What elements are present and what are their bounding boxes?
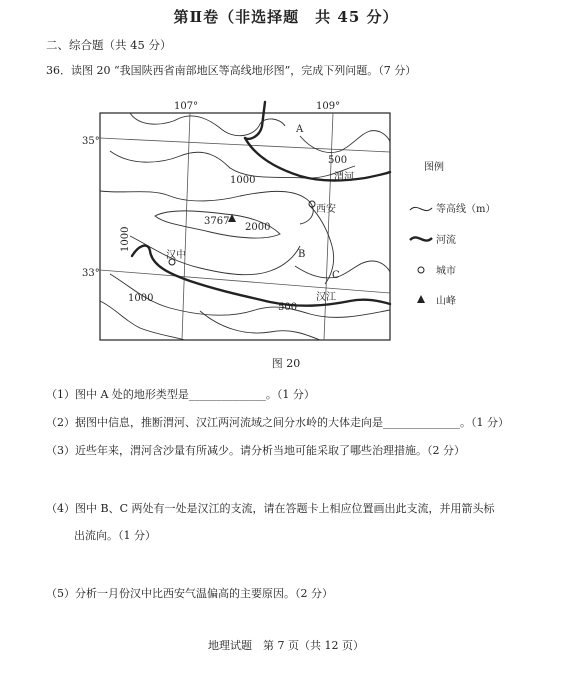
subquestion-2: （2）据图中信息，推断渭河、汉江两河流域之间分水岭的大体走向是______________。（1 分） bbox=[46, 416, 509, 429]
legend-city-label: 城市 bbox=[436, 266, 456, 277]
contour-value-500-north: 500 bbox=[328, 155, 348, 166]
contour-line-icon bbox=[410, 207, 432, 210]
peak-elevation-label: 3767 bbox=[204, 216, 230, 227]
page-title: 第Ⅱ卷（非选择题 共 45 分） bbox=[173, 8, 399, 26]
page-footer: 地理试题 第 7 页（共 12 页） bbox=[208, 639, 364, 652]
point-label-c: C bbox=[332, 270, 340, 281]
contour-value-1000-north: 1000 bbox=[230, 175, 256, 186]
subquestion-4-line-2: 出流向。（1 分） bbox=[74, 529, 156, 542]
contour-map-figure bbox=[70, 96, 510, 346]
legend-peak-label: 山峰 bbox=[436, 296, 456, 307]
wei-river-label: 渭河 bbox=[334, 172, 354, 183]
city-icon bbox=[418, 267, 424, 273]
xian-city-icon bbox=[309, 201, 315, 207]
contour-value-1000-south: 1000 bbox=[128, 293, 154, 304]
hanzhong-city-label: 汉中 bbox=[166, 250, 186, 261]
wei-river bbox=[245, 138, 390, 180]
river-icon bbox=[410, 237, 432, 240]
point-label-b: B bbox=[298, 249, 306, 260]
latitude-label-33: 33° bbox=[82, 268, 100, 279]
contour-value-2000: 2000 bbox=[245, 222, 271, 233]
subquestion-3: （3）近些年来，渭河含沙量有所减少。请分析当地可能采取了哪些治理措施。（2 分） bbox=[46, 444, 465, 457]
contour-value-1000-west: 1000 bbox=[120, 226, 131, 252]
latitude-label-35: 35° bbox=[82, 136, 100, 147]
wei-river-north-branch bbox=[245, 102, 265, 139]
question-36-prompt: 36．读图 20 “我国陕西省南部地区等高线地形图”，完成下列问题。（7 分） bbox=[46, 64, 417, 77]
legend-contour-label: 等高线（m） bbox=[436, 204, 496, 215]
longitude-line-109 bbox=[324, 113, 333, 340]
legend-title: 图例 bbox=[424, 162, 444, 173]
section-heading: 二、综合题（共 45 分） bbox=[46, 38, 172, 52]
han-river-label: 汉江 bbox=[316, 292, 336, 303]
subquestion-1: （1）图中 A 处的地形类型是______________。（1 分） bbox=[46, 388, 315, 401]
rivers bbox=[132, 102, 390, 306]
peak-legend-icon bbox=[417, 295, 425, 303]
point-label-a: A bbox=[296, 124, 304, 135]
longitude-label-107: 107° bbox=[174, 101, 199, 112]
contour-value-500-south: 500 bbox=[278, 302, 298, 313]
longitude-label-109: 109° bbox=[316, 101, 341, 112]
subquestion-4-line-1: （4）图中 B、C 两处有一处是汉江的支流，请在答题卡上相应位置画出此支流，并用箭头标 bbox=[46, 502, 495, 515]
figure-caption: 图 20 bbox=[271, 357, 301, 370]
legend-river-label: 河流 bbox=[436, 235, 456, 246]
xian-city-label: 西安 bbox=[316, 204, 336, 215]
latitude-line-33 bbox=[100, 270, 390, 293]
subquestion-5: （5）分析一月份汉中比西安气温偏高的主要原因。（2 分） bbox=[46, 587, 333, 600]
